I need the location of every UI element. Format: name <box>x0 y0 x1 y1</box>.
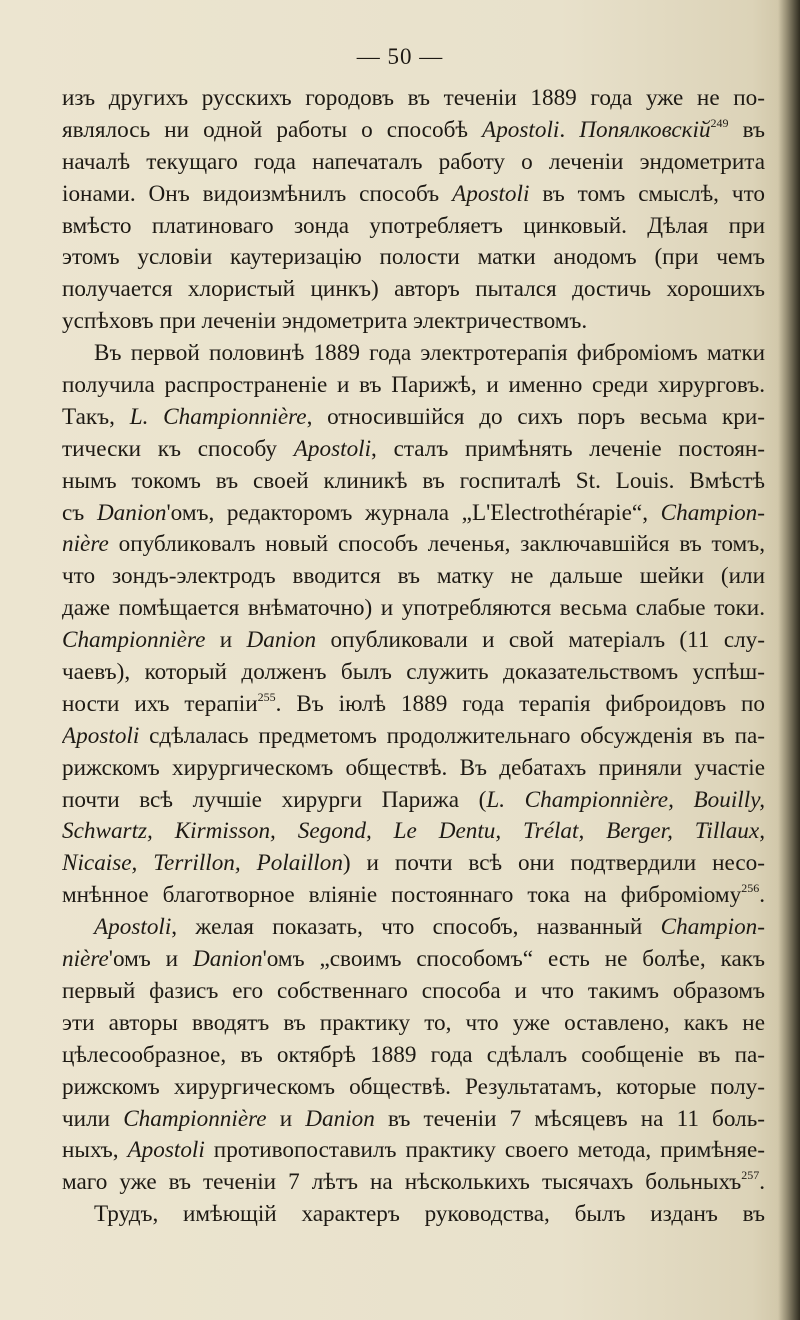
text-line <box>62 1072 765 1104</box>
italic-name: Попялковскій <box>579 116 711 143</box>
text-segment: противопоставилъ практику своего метода, примѣняе- <box>204 1137 765 1164</box>
text-line <box>62 211 765 243</box>
text-segment: 'омъ и <box>108 946 193 973</box>
text-line <box>62 816 765 848</box>
italic-name: L. Championnière, Bouilly, <box>486 786 765 813</box>
text-line <box>62 657 765 689</box>
text-segment: опубликовалъ новый способъ леченья, заключавшійся въ томъ, <box>108 531 765 558</box>
text-segment: первый фазисъ его собственнаго способа и что такимъ образомъ <box>62 977 765 1004</box>
italic-name: nière <box>62 946 109 973</box>
text-line <box>62 338 765 370</box>
text-segment: , относившійся до сихъ поръ весьма кри- <box>306 403 765 430</box>
text-segment: получила распространеніе и въ Парижѣ, и именно среди хирурговъ. <box>62 372 765 399</box>
text-line <box>62 1040 765 1072</box>
page-number: — 50 — <box>356 44 444 69</box>
italic-name: Apostoli <box>482 116 560 143</box>
text-segment: ности ихъ терапіи <box>62 690 258 717</box>
text-segment: . Въ іюлѣ 1889 года терапія фиброидовъ по <box>275 690 765 717</box>
text-segment: рижскомъ хирургическомъ обществѣ. Результатамъ, которые полу- <box>62 1073 765 1100</box>
text-line <box>62 179 765 211</box>
footnote-ref: 257 <box>741 1168 760 1183</box>
text-line <box>62 370 765 402</box>
italic-name: Schwartz, Kirmisson, Segond, Le Dentu, Trélat, Berger, Tillaux, <box>62 818 765 845</box>
text-segment: 'омъ, редакторомъ журнала „L'Electrothérapie“, <box>166 499 661 526</box>
text-segment: маго уже въ теченіи 7 лѣтъ на нѣсколькихъ тысячахъ больныхъ <box>62 1169 742 1196</box>
text-segment: успѣховъ при леченіи эндометрита электричествомъ. <box>62 308 588 335</box>
text-line <box>62 498 765 530</box>
text-segment: опубликовали и свой матеріалъ (11 слу- <box>316 627 765 654</box>
text-segment: рижскомъ хирургическомъ обществѣ. Въ дебатахъ приняли участіе <box>62 754 765 781</box>
text-segment: изъ другихъ русскихъ городовъ въ теченіи 1889 года уже не по- <box>62 85 765 111</box>
text-line <box>62 561 765 593</box>
text-line <box>62 1199 765 1231</box>
italic-name: Championnière <box>123 1105 267 1132</box>
footnote-ref: 256 <box>741 881 760 896</box>
text-segment: Такъ, <box>62 403 130 430</box>
text-segment: Въ первой половинѣ 1889 года электротерапія фиброміомъ матки <box>94 340 765 367</box>
text-segment: Трудъ, имѣющій характеръ руководства, былъ изданъ въ <box>94 1201 765 1228</box>
text-line <box>62 753 765 785</box>
text-line <box>62 721 765 753</box>
text-line <box>62 1104 765 1136</box>
text-segment: эти авторы вводятъ въ практику то, что уже оставлено, какъ не <box>62 1009 765 1036</box>
italic-name: Apostoli <box>293 435 372 462</box>
text-segment: . <box>759 1169 765 1196</box>
text-line <box>62 944 765 976</box>
text-line <box>62 848 765 880</box>
body-text <box>62 83 765 1231</box>
italic-name: Championnière <box>62 627 206 654</box>
italic-name: Apostoli <box>127 1137 205 1164</box>
text-line <box>62 306 765 338</box>
italic-name: Apostoli <box>62 722 140 749</box>
text-segment: и <box>266 1105 306 1132</box>
text-segment: вмѣсто платиноваго зонда употребляетъ цинковый. Дѣлая при <box>62 212 765 239</box>
text-segment: . <box>559 116 580 143</box>
text-segment: чаевъ), который долженъ былъ служить доказательствомъ успѣш- <box>62 659 765 686</box>
italic-name: Apostoli <box>452 180 530 207</box>
text-line <box>62 625 765 657</box>
text-segment: . <box>759 882 765 909</box>
text-line <box>62 402 765 434</box>
text-segment: нымъ токомъ въ своей клиникѣ въ госпиталѣ St. Louis. Вмѣстѣ <box>62 467 765 494</box>
text-line <box>62 529 765 561</box>
text-line <box>62 115 765 147</box>
italic-name: Danion <box>96 499 167 526</box>
italic-name: Danion <box>305 1105 375 1132</box>
text-segment: этомъ условіи каутеризацію полости матки анодомъ (при чемъ <box>62 244 765 271</box>
text-line <box>62 274 765 306</box>
italic-name: Nicaise, Terrillon, Polaillon <box>62 850 343 877</box>
text-line <box>62 1135 765 1167</box>
text-segment: что зондъ-электродъ вводится въ матку не дальше шейки (или <box>62 563 765 590</box>
text-line <box>62 147 765 179</box>
text-segment: , сталъ примѣнять леченіе постоян- <box>371 435 765 462</box>
text-segment: ) и почти всѣ они подтвердили несо- <box>342 850 765 877</box>
italic-name: Danion <box>246 627 317 654</box>
italic-name: nière <box>62 531 109 558</box>
text-line <box>62 912 765 944</box>
text-line <box>62 242 765 274</box>
text-segment: 'омъ „своимъ способомъ“ есть не болѣе, какъ <box>262 946 765 973</box>
text-line <box>62 976 765 1008</box>
text-line <box>62 434 765 466</box>
text-segment: съ <box>62 499 97 526</box>
italic-name: Champion- <box>660 499 765 526</box>
italic-name: L. Championnière <box>129 403 307 430</box>
text-line <box>62 593 765 625</box>
text-segment: даже помѣщается внѣматочно) и употребляются весьма слабые токи. <box>62 595 765 622</box>
text-line <box>62 1167 765 1199</box>
text-segment: въ томъ смыслѣ, что <box>529 180 765 207</box>
text-segment: сдѣлалась предметомъ продолжительнаго обсужденія въ па- <box>139 722 765 749</box>
text-segment: почти всѣ лучшіе хирурги Парижа ( <box>62 786 487 813</box>
text-line <box>62 466 765 498</box>
text-segment: мнѣнное благотворное вліяніе постояннаго тока на фиброміому <box>62 882 742 909</box>
text-segment: въ <box>728 116 765 143</box>
page-binding-edge <box>778 0 800 1320</box>
text-line <box>62 880 765 912</box>
text-line <box>62 785 765 817</box>
text-segment: получается хлористый цинкъ) авторъ пытался достичь хорошихъ <box>62 276 765 303</box>
text-line <box>62 689 765 721</box>
italic-name: Apostoli <box>94 914 172 941</box>
text-line <box>62 1008 765 1040</box>
text-segment: началѣ текущаго года напечаталъ работу о леченіи эндометрита <box>62 148 765 175</box>
text-segment: являлось ни одной работы о способѣ <box>62 116 483 143</box>
text-segment: ныхъ, <box>62 1137 128 1164</box>
italic-name: Champion- <box>660 914 765 941</box>
text-segment: , желая показать, что способъ, названный <box>171 914 661 941</box>
footnote-ref: 255 <box>257 689 276 704</box>
text-segment: іонами. Онъ видоизмѣнилъ способъ <box>62 180 453 207</box>
text-line <box>62 83 765 115</box>
text-segment: и <box>205 627 247 654</box>
text-segment: цѣлесообразное, въ октябрѣ 1889 года сдѣлалъ сообщеніе въ па- <box>62 1041 765 1068</box>
italic-name: Danion <box>193 946 263 973</box>
text-segment: въ теченіи 7 мѣсяцевъ на 11 боль- <box>374 1105 765 1132</box>
text-segment: тически къ способу <box>62 435 294 462</box>
footnote-ref: 249 <box>710 115 729 130</box>
text-segment: чили <box>62 1105 124 1132</box>
